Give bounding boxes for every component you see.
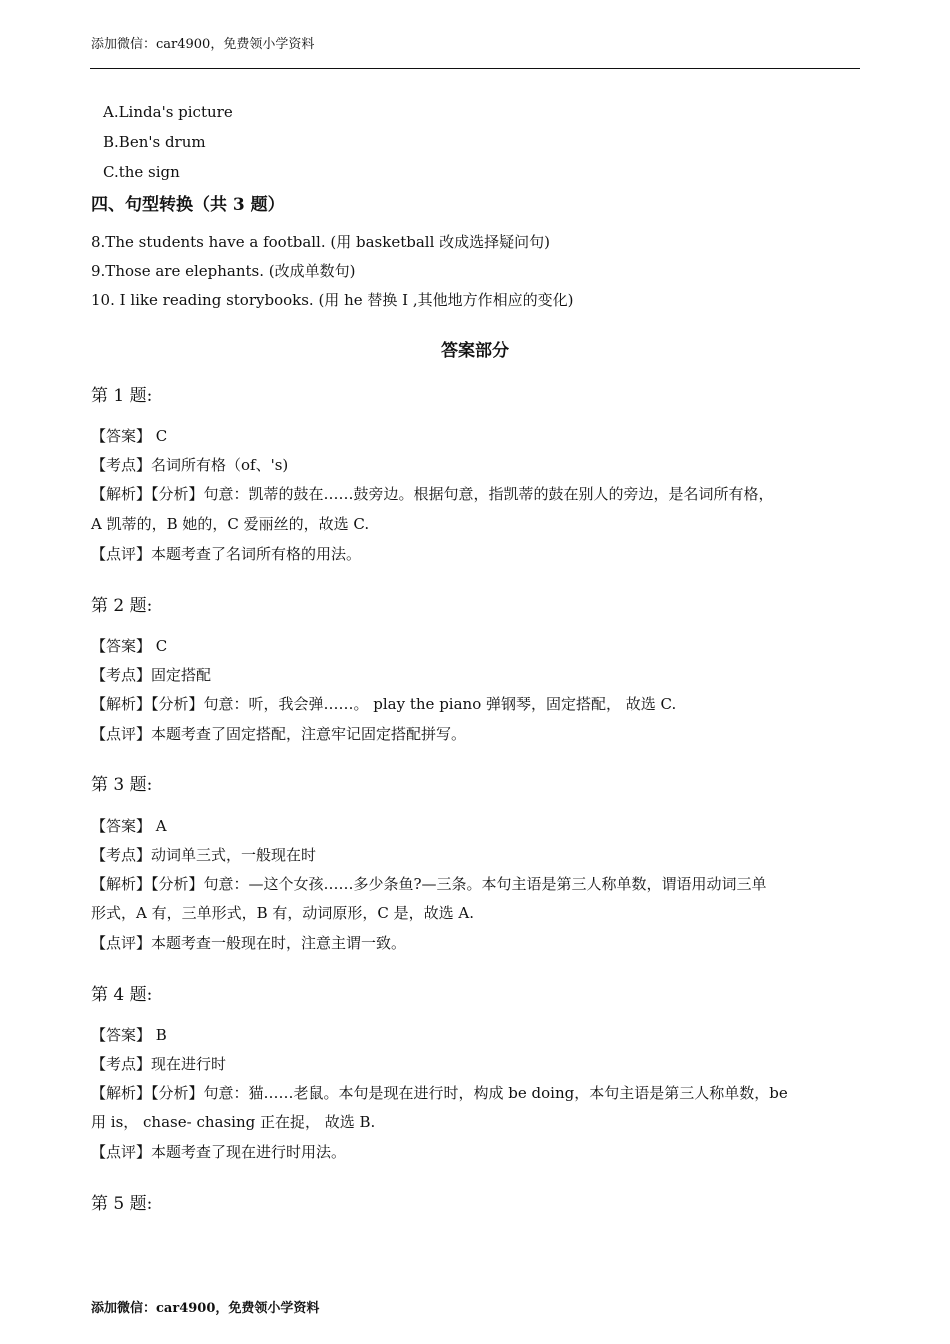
question-8: 8.The students have a football. (用 basketball 改成选择疑问句): [91, 233, 551, 251]
answer-4-point: 【考点】现在进行时: [91, 1055, 227, 1073]
page-header: 添加微信：car4900，免费领小学资料: [91, 37, 315, 52]
answer-2-answer: 【答案】 C: [91, 637, 168, 655]
question-10: 10. I like reading storybooks. (用 he 替换 I ,其他地方作相应的变化): [91, 291, 574, 309]
option-b: B.Ben's drum: [103, 133, 206, 151]
answer-2-analysis: 【解析】【分析】句意：听，我会弹……。 play the piano 弹钢琴，固定搭配， 故选 C.: [91, 695, 677, 713]
answer-4-answer: 【答案】 B: [91, 1026, 167, 1044]
answer-1-comment: 【点评】本题考查了名词所有格的用法。: [91, 545, 362, 563]
answer-2-point: 【考点】固定搭配: [91, 666, 212, 684]
answer-3-point: 【考点】动词单三式，一般现在时: [91, 846, 317, 864]
answer-5-heading: 第 5 题:: [91, 1194, 153, 1214]
answer-3-analysis: 【解析】【分析】句意：—这个女孩……多少条鱼?—三条。本句主语是第三人称单数，谓语用动词三单: [91, 875, 767, 893]
answer-4-heading: 第 4 题:: [91, 985, 153, 1005]
answer-1-analysis-cont: A 凯蒂的，B 她的，C 爱丽丝的，故选 C.: [91, 515, 370, 533]
answer-2-comment: 【点评】本题考查了固定搭配，注意牢记固定搭配拼写。: [91, 725, 467, 743]
answer-1-point: 【考点】名词所有格（of、's): [91, 456, 289, 474]
answer-1-analysis: 【解析】【分析】句意：凯蒂的鼓在……鼓旁边。根据句意，指凯蒂的鼓在别人的旁边，是名词所有格，: [91, 485, 774, 503]
page-footer: 添加微信：car4900，免费领小学资料: [91, 1301, 320, 1316]
answer-3-heading: 第 3 题:: [91, 775, 153, 795]
answer-section-title: 答案部分: [441, 341, 509, 361]
question-9: 9.Those are elephants. (改成单数句): [91, 262, 356, 280]
option-c: C.the sign: [103, 163, 180, 181]
header-divider: [90, 68, 860, 69]
answer-1-answer: 【答案】 C: [91, 427, 168, 445]
answer-3-analysis-cont: 形式，A 有，三单形式，B 有，动词原形，C 是，故选 A.: [91, 904, 475, 922]
answer-2-heading: 第 2 题:: [91, 596, 153, 616]
answer-3-answer: 【答案】 A: [91, 817, 167, 835]
answer-3-comment: 【点评】本题考查一般现在时，注意主谓一致。: [91, 934, 407, 952]
answer-4-analysis-cont: 用 is， chase- chasing 正在捉， 故选 B.: [91, 1113, 376, 1131]
option-a: A.Linda's picture: [103, 103, 233, 121]
section-title: 四、句型转换（共 3 题）: [91, 195, 285, 215]
answer-4-comment: 【点评】本题考查了现在进行时用法。: [91, 1143, 347, 1161]
answer-1-heading: 第 1 题:: [91, 386, 153, 406]
answer-4-analysis: 【解析】【分析】句意：猫……老鼠。本句是现在进行时，构成 be doing，本句主语是第三人称单数，be: [91, 1084, 788, 1102]
